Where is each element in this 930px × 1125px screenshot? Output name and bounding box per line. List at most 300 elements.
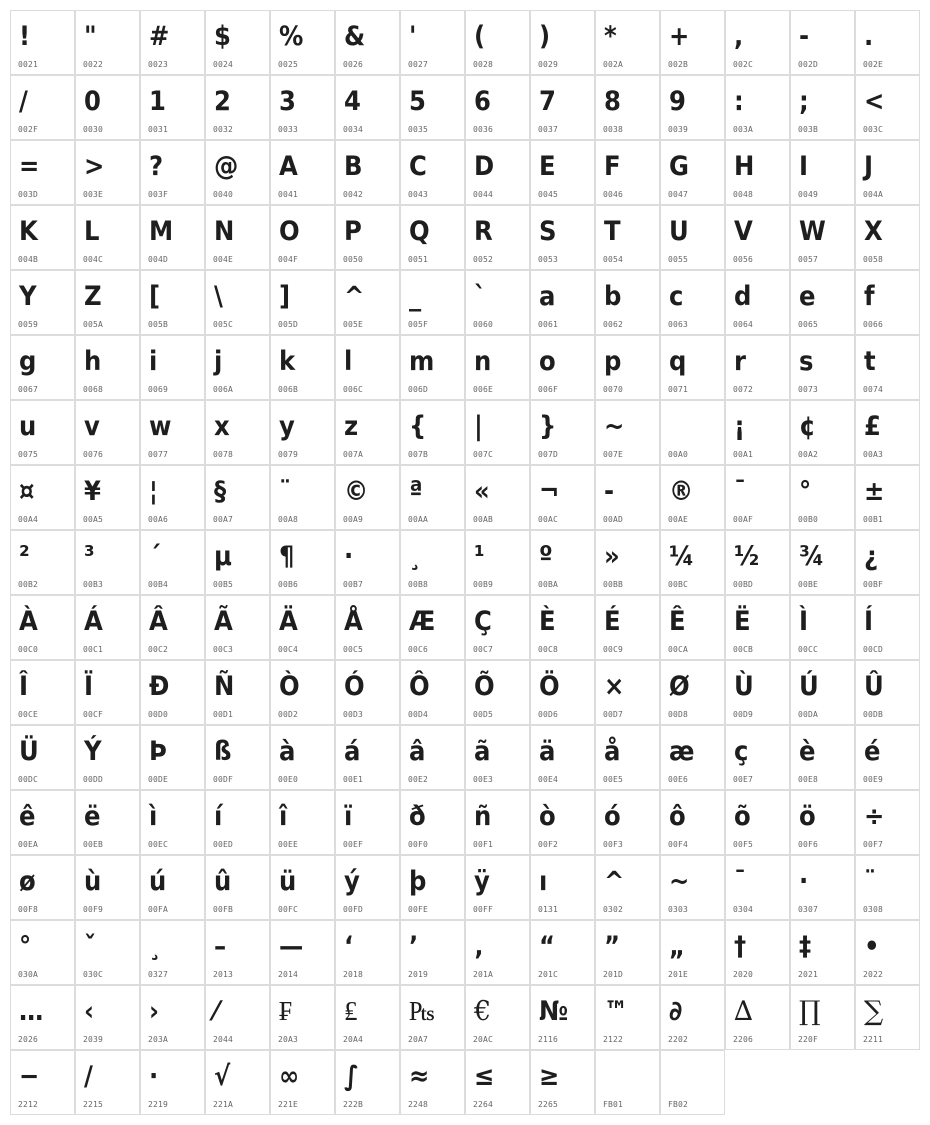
glyph-cell [140, 985, 205, 1050]
glyph-cell [335, 920, 400, 985]
glyph-char: ð [409, 801, 425, 832]
glyph-char: … [19, 996, 43, 1027]
glyph-cell [660, 270, 725, 335]
glyph-codepoint: 00DA [798, 710, 819, 719]
glyph-codepoint: 00E2 [408, 775, 429, 784]
glyph-codepoint: 00D2 [278, 710, 299, 719]
glyph-codepoint: 00DD [83, 775, 104, 784]
glyph-char: " [84, 21, 96, 52]
glyph-char: û [214, 866, 231, 897]
glyph-codepoint: 0063 [668, 320, 689, 329]
glyph-cell [660, 335, 725, 400]
glyph-codepoint: 00D8 [668, 710, 689, 719]
glyph-codepoint: 00B9 [473, 580, 494, 589]
glyph-cell [400, 140, 465, 205]
glyph-codepoint: 00A2 [798, 450, 819, 459]
glyph-codepoint: 2044 [213, 1035, 234, 1044]
glyph-char: ⁄ [214, 996, 218, 1027]
glyph-codepoint: 00CC [798, 645, 819, 654]
glyph-cell [725, 205, 790, 270]
glyph-codepoint: 00D9 [733, 710, 754, 719]
glyph-cell [335, 400, 400, 465]
glyph-codepoint: 201C [538, 970, 559, 979]
glyph-codepoint: 00B2 [18, 580, 39, 589]
glyph-char: p [604, 346, 621, 377]
glyph-char: | [474, 411, 482, 442]
glyph-char: • [864, 931, 879, 962]
glyph-char: 9 [669, 86, 685, 117]
glyph-codepoint: 2026 [18, 1035, 39, 1044]
glyph-codepoint: 0071 [668, 385, 689, 394]
glyph-codepoint: 007C [473, 450, 494, 459]
glyph-char: º [539, 541, 552, 572]
glyph-char: D [474, 151, 494, 182]
glyph-cell [530, 530, 595, 595]
glyph-cell [790, 335, 855, 400]
glyph-cell [660, 530, 725, 595]
glyph-codepoint: 00CD [863, 645, 884, 654]
glyph-char: ; [799, 86, 808, 117]
glyph-cell [75, 595, 140, 660]
glyph-char: b [604, 281, 621, 312]
glyph-codepoint: 0067 [18, 385, 39, 394]
glyph-char: P [344, 216, 361, 247]
glyph-codepoint: 00D3 [343, 710, 364, 719]
glyph-codepoint: 0021 [18, 60, 39, 69]
glyph-codepoint: 00FD [343, 905, 364, 914]
glyph-char: Â [149, 606, 167, 637]
glyph-char: › [149, 996, 159, 1027]
glyph-char: À [19, 606, 37, 637]
glyph-cell [530, 335, 595, 400]
glyph-char: Á [84, 606, 102, 637]
glyph-cell [660, 400, 725, 465]
glyph-codepoint: 00EF [343, 840, 364, 849]
glyph-codepoint: 0131 [538, 905, 559, 914]
glyph-cell [595, 725, 660, 790]
glyph-char: ∫ [344, 1061, 358, 1092]
glyph-cell [205, 205, 270, 270]
glyph-cell [595, 530, 660, 595]
glyph-cell [725, 400, 790, 465]
glyph-cell [660, 855, 725, 920]
glyph-codepoint: 005E [343, 320, 364, 329]
glyph-cell [465, 75, 530, 140]
glyph-cell [75, 465, 140, 530]
glyph-cell [465, 790, 530, 855]
glyph-char: É [604, 606, 620, 637]
glyph-codepoint: 2013 [213, 970, 234, 979]
glyph-codepoint: 00F5 [733, 840, 754, 849]
glyph-codepoint: 00DB [863, 710, 884, 719]
glyph-codepoint: 0050 [343, 255, 364, 264]
glyph-char: i [149, 346, 157, 377]
glyph-codepoint: 00BE [798, 580, 819, 589]
glyph-codepoint: 0048 [733, 190, 754, 199]
glyph-codepoint: 002B [668, 60, 689, 69]
glyph-codepoint: 00F3 [603, 840, 624, 849]
glyph-codepoint: 0026 [343, 60, 364, 69]
glyph-cell [855, 790, 920, 855]
glyph-char: B [344, 151, 362, 182]
glyph-codepoint: 0327 [148, 970, 169, 979]
glyph-codepoint: 0036 [473, 125, 494, 134]
glyph-codepoint: 0073 [798, 385, 819, 394]
glyph-codepoint: 00A0 [668, 450, 689, 459]
glyph-codepoint: 0054 [603, 255, 624, 264]
glyph-cell [530, 10, 595, 75]
glyph-char: ? [149, 151, 163, 182]
glyph-cell [75, 270, 140, 335]
glyph-char: ¼ [669, 541, 694, 572]
glyph-char: ü [279, 866, 296, 897]
glyph-char: î [279, 801, 287, 832]
glyph-codepoint: 00B7 [343, 580, 364, 589]
glyph-cell [595, 985, 660, 1050]
glyph-cell [855, 270, 920, 335]
glyph-char: % [279, 21, 303, 52]
glyph-cell [205, 855, 270, 920]
glyph-cell [10, 530, 75, 595]
glyph-codepoint: 00B5 [213, 580, 234, 589]
glyph-char: ë [84, 801, 100, 832]
glyph-cell [270, 855, 335, 920]
glyph-codepoint: 221A [213, 1100, 234, 1109]
glyph-cell [530, 75, 595, 140]
glyph-char: ‚ [474, 931, 483, 962]
glyph-char: h [84, 346, 101, 377]
glyph-char: A [279, 151, 297, 182]
glyph-char: Ù [734, 671, 753, 702]
glyph-cell [660, 725, 725, 790]
glyph-cell [400, 725, 465, 790]
glyph-char: ≥ [539, 1061, 559, 1092]
glyph-codepoint: 005F [408, 320, 429, 329]
glyph-char: Æ [409, 606, 435, 637]
glyph-codepoint: 201E [668, 970, 689, 979]
glyph-char: ³ [84, 541, 94, 572]
glyph-cell [10, 1050, 75, 1115]
glyph-char: U [669, 216, 688, 247]
glyph-char: ö [799, 801, 815, 832]
glyph-cell [855, 335, 920, 400]
glyph-cell [790, 465, 855, 530]
glyph-codepoint: 00E9 [863, 775, 884, 784]
glyph-char: ' [409, 21, 416, 52]
glyph-char: ` [474, 281, 486, 312]
glyph-codepoint: 0039 [668, 125, 689, 134]
glyph-codepoint: FB02 [668, 1100, 689, 1109]
glyph-char: ) [539, 21, 550, 52]
glyph-char: ¿ [864, 541, 878, 572]
glyph-char: Ø [669, 671, 689, 702]
glyph-codepoint: 00A6 [148, 515, 169, 524]
glyph-cell [660, 1050, 725, 1115]
glyph-char: ÿ [474, 866, 489, 897]
glyph-char: 2 [214, 86, 230, 117]
glyph-cell [335, 660, 400, 725]
glyph-cell [140, 1050, 205, 1115]
glyph-char: E [539, 151, 555, 182]
glyph-cell [205, 595, 270, 660]
glyph-cell [75, 530, 140, 595]
glyph-cell [75, 855, 140, 920]
glyph-char: 8 [604, 86, 620, 117]
glyph-cell [400, 335, 465, 400]
glyph-cell [400, 1050, 465, 1115]
glyph-codepoint: 00DC [18, 775, 39, 784]
glyph-codepoint: 00D5 [473, 710, 494, 719]
glyph-codepoint: 004A [863, 190, 884, 199]
glyph-codepoint: 00F6 [798, 840, 819, 849]
glyph-char: ú [149, 866, 166, 897]
glyph-cell [725, 335, 790, 400]
glyph-cell [75, 140, 140, 205]
glyph-cell [725, 465, 790, 530]
glyph-char: # [149, 21, 169, 52]
glyph-codepoint: 005B [148, 320, 169, 329]
glyph-codepoint: 0030 [83, 125, 104, 134]
glyph-codepoint: 004B [18, 255, 39, 264]
glyph-cell [595, 855, 660, 920]
glyph-codepoint: 0060 [473, 320, 494, 329]
glyph-cell [10, 595, 75, 660]
glyph-codepoint: 002A [603, 60, 624, 69]
glyph-cell [335, 205, 400, 270]
glyph-cell [335, 855, 400, 920]
glyph-codepoint: 2202 [668, 1035, 689, 1044]
glyph-cell [660, 595, 725, 660]
glyph-cell [140, 270, 205, 335]
glyph-cell [465, 920, 530, 985]
glyph-cell [10, 465, 75, 530]
glyph-char: N [214, 216, 234, 247]
glyph-codepoint: 002E [863, 60, 884, 69]
glyph-char: - [604, 476, 614, 507]
glyph-char: S [539, 216, 556, 247]
glyph-char: C [409, 151, 426, 182]
glyph-char: ! [19, 21, 30, 52]
glyph-char: ° [799, 476, 811, 507]
glyph-char: ê [19, 801, 35, 832]
glyph-cell [205, 10, 270, 75]
glyph-char: — [279, 931, 303, 962]
glyph-cell [400, 530, 465, 595]
glyph-codepoint: 00A9 [343, 515, 364, 524]
glyph-char: ¬ [539, 476, 559, 507]
glyph-char: H [734, 151, 754, 182]
glyph-cell [530, 985, 595, 1050]
glyph-char: Ö [539, 671, 559, 702]
glyph-codepoint: 00F7 [863, 840, 884, 849]
glyph-codepoint: 0042 [343, 190, 364, 199]
glyph-char: m [409, 346, 434, 377]
glyph-codepoint: 2039 [83, 1035, 104, 1044]
glyph-cell [140, 725, 205, 790]
glyph-codepoint: 005D [278, 320, 299, 329]
glyph-cell [75, 10, 140, 75]
glyph-char: y [279, 411, 294, 442]
glyph-codepoint: 00DE [148, 775, 169, 784]
glyph-cell [725, 530, 790, 595]
glyph-codepoint: 00FA [148, 905, 169, 914]
glyph-codepoint: 00AD [603, 515, 624, 524]
glyph-cell [75, 205, 140, 270]
glyph-cell [400, 10, 465, 75]
glyph-cell [465, 725, 530, 790]
glyph-cell [335, 10, 400, 75]
glyph-char: 6 [474, 86, 490, 117]
glyph-char: ₣ [279, 996, 292, 1027]
glyph-cell [465, 465, 530, 530]
glyph-char: ‹ [84, 996, 94, 1027]
glyph-codepoint: 00C3 [213, 645, 234, 654]
glyph-char: ∑ [864, 996, 883, 1027]
glyph-char: æ [669, 736, 694, 767]
glyph-cell [530, 400, 595, 465]
glyph-char: Í [864, 606, 873, 637]
glyph-char: a [539, 281, 555, 312]
glyph-codepoint: 0064 [733, 320, 754, 329]
glyph-char: é [864, 736, 880, 767]
glyph-char: & [344, 21, 365, 52]
glyph-char: ‡ [799, 931, 811, 962]
glyph-codepoint: 002C [733, 60, 754, 69]
glyph-cell [270, 270, 335, 335]
glyph-codepoint: 0070 [603, 385, 624, 394]
glyph-char: w [149, 411, 171, 442]
glyph-codepoint: 00D0 [148, 710, 169, 719]
glyph-char: X [864, 216, 882, 247]
glyph-codepoint: 0045 [538, 190, 559, 199]
glyph-cell [465, 660, 530, 725]
glyph-char: ù [84, 866, 101, 897]
glyph-codepoint: 0040 [213, 190, 234, 199]
glyph-codepoint: 00B4 [148, 580, 169, 589]
glyph-char: s [799, 346, 813, 377]
glyph-char: ì [149, 801, 157, 832]
glyph-cell [10, 790, 75, 855]
glyph-cell [725, 790, 790, 855]
glyph-cell [595, 205, 660, 270]
glyph-cell [530, 595, 595, 660]
glyph-codepoint: 2206 [733, 1035, 754, 1044]
glyph-cell [790, 75, 855, 140]
glyph-char: ∞ [279, 1061, 299, 1092]
glyph-codepoint: 00C2 [148, 645, 169, 654]
glyph-codepoint: 0025 [278, 60, 299, 69]
glyph-cell [855, 985, 920, 1050]
glyph-char: È [539, 606, 555, 637]
glyph-cell [595, 660, 660, 725]
glyph-cell [400, 75, 465, 140]
glyph-codepoint: 00A7 [213, 515, 234, 524]
glyph-char: µ [214, 541, 231, 572]
glyph-codepoint: 00E5 [603, 775, 624, 784]
glyph-char: ≈ [409, 1061, 429, 1092]
glyph-codepoint: 00EC [148, 840, 169, 849]
glyph-codepoint: 0069 [148, 385, 169, 394]
glyph-cell [335, 270, 400, 335]
glyph-char: · [344, 541, 353, 572]
glyph-char: V [734, 216, 752, 247]
glyph-codepoint: 00A1 [733, 450, 754, 459]
glyph-cell [10, 10, 75, 75]
glyph-char: ± [864, 476, 884, 507]
glyph-cell [660, 920, 725, 985]
glyph-cell [465, 985, 530, 1050]
glyph-char: ” [604, 931, 619, 962]
glyph-char: k [279, 346, 295, 377]
glyph-codepoint: 00BC [668, 580, 689, 589]
glyph-codepoint: 00A5 [83, 515, 104, 524]
glyph-char: Î [19, 671, 28, 702]
glyph-codepoint: 2116 [538, 1035, 559, 1044]
glyph-cell [75, 790, 140, 855]
glyph-char: ¥ [84, 476, 100, 507]
glyph-char: € [474, 996, 491, 1027]
glyph-char: ² [19, 541, 29, 572]
glyph-char: q [669, 346, 686, 377]
glyph-char: > [84, 151, 104, 182]
glyph-cell [10, 985, 75, 1050]
glyph-codepoint: 00BF [863, 580, 884, 589]
glyph-cell [790, 920, 855, 985]
glyph-cell [270, 465, 335, 530]
glyph-cell [660, 205, 725, 270]
glyph-char: á [344, 736, 360, 767]
glyph-cell [270, 790, 335, 855]
glyph-codepoint: 0028 [473, 60, 494, 69]
glyph-codepoint: 2265 [538, 1100, 559, 1109]
glyph-codepoint: 00F0 [408, 840, 429, 849]
glyph-cell [140, 595, 205, 660]
glyph-codepoint: 030C [83, 970, 104, 979]
glyph-codepoint: 20A3 [278, 1035, 299, 1044]
glyph-codepoint: 00C6 [408, 645, 429, 654]
glyph-char: u [19, 411, 36, 442]
glyph-cell [790, 270, 855, 335]
glyph-char: ¯ [734, 476, 746, 507]
glyph-cell [465, 1050, 530, 1115]
glyph-char: 5 [409, 86, 425, 117]
glyph-char: < [864, 86, 884, 117]
glyph-codepoint: 0049 [798, 190, 819, 199]
glyph-char: ¨ [864, 866, 876, 897]
glyph-char: × [604, 671, 624, 702]
glyph-codepoint: 2019 [408, 970, 429, 979]
glyph-codepoint: 20AC [473, 1035, 494, 1044]
glyph-cell [725, 10, 790, 75]
glyph-codepoint: 00CB [733, 645, 754, 654]
glyph-char: I [799, 151, 808, 182]
glyph-codepoint: 2014 [278, 970, 299, 979]
glyph-char: ý [344, 866, 359, 897]
glyph-cell [140, 790, 205, 855]
glyph-char: * [604, 21, 616, 52]
glyph-codepoint: 004E [213, 255, 234, 264]
glyph-cell [205, 920, 270, 985]
glyph-char: / [19, 86, 27, 117]
glyph-cell [205, 790, 270, 855]
glyph-char: ∆ [734, 996, 752, 1027]
glyph-codepoint: 0055 [668, 255, 689, 264]
glyph-char: Ê [669, 606, 685, 637]
glyph-cell [530, 660, 595, 725]
glyph-codepoint: 00C1 [83, 645, 104, 654]
glyph-codepoint: 0304 [733, 905, 754, 914]
glyph-char: ª [409, 476, 422, 507]
